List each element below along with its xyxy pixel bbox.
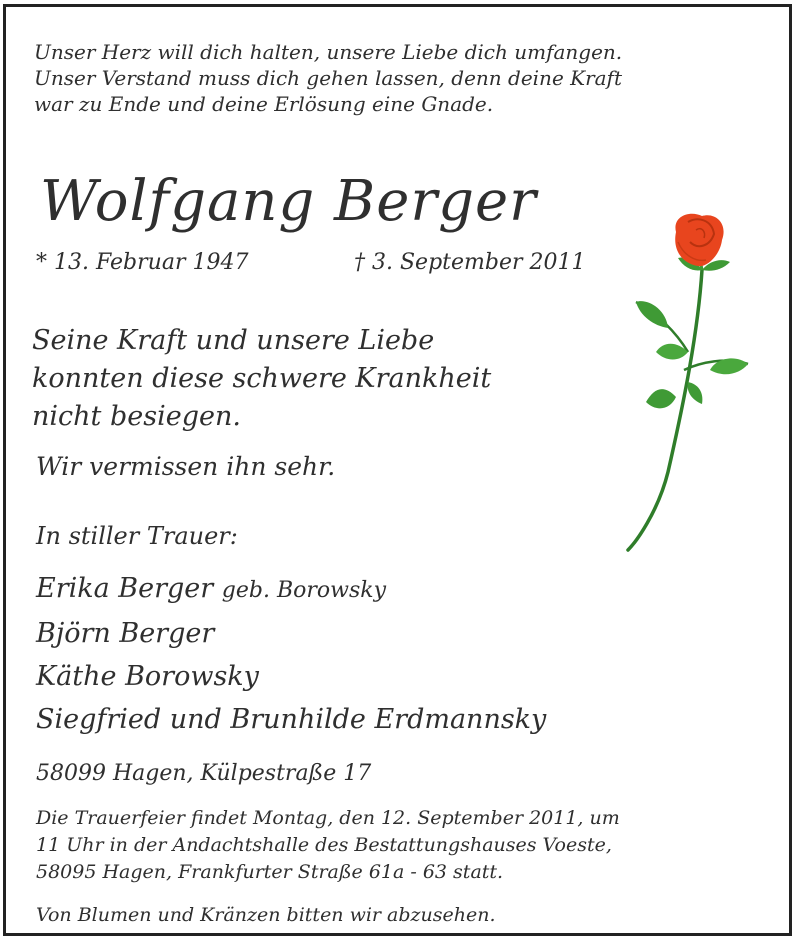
mourner-name: Siegfried und Brunhilde Erdmannsky	[36, 704, 547, 735]
obituary-frame	[3, 4, 792, 936]
funeral-line: 11 Uhr in der Andachtshalle des Bestattungshauses Voeste,	[36, 834, 612, 856]
life-dates	[36, 249, 586, 277]
mourners-list	[36, 567, 546, 741]
mourning-heading: In stiller Trauer:	[36, 522, 238, 550]
tribute-line: konnten diese schwere Krankheit	[32, 363, 492, 394]
birth-date: * 13. Februar 1947	[36, 250, 249, 275]
death-date: † 3. September 2011	[354, 250, 586, 275]
poem-line: Unser Verstand muss dich gehen lassen, denn deine Kraft	[34, 66, 622, 90]
mourner-name: Björn Berger	[36, 618, 215, 649]
funeral-line: 58095 Hagen, Frankfurter Straße 61a - 63 statt.	[36, 861, 504, 883]
funeral-line: Die Trauerfeier findet Montag, den 12. September 2011, um	[36, 807, 620, 829]
red-rose-icon	[606, 212, 766, 557]
poem-quote	[34, 39, 622, 117]
mourner-name: Käthe Borowsky	[36, 661, 259, 692]
family-address: 58099 Hagen, Külpestraße 17	[36, 761, 372, 786]
flowers-request: Von Blumen und Kränzen bitten wir abzusehen.	[36, 904, 496, 926]
mourner-given-name: Erika Berger	[36, 573, 214, 604]
funeral-notice	[36, 805, 620, 886]
deceased-name: Wolfgang Berger	[40, 169, 537, 234]
tribute-line: nicht besiegen.	[32, 401, 241, 432]
poem-line: war zu Ende und deine Erlösung eine Gnade.	[34, 92, 494, 116]
tribute-text	[32, 322, 491, 436]
miss-statement: Wir vermissen ihn sehr.	[36, 452, 336, 481]
mourner-name	[36, 567, 546, 612]
poem-line: Unser Herz will dich halten, unsere Liebe dich umfangen.	[34, 40, 623, 64]
tribute-line: Seine Kraft und unsere Liebe	[32, 325, 435, 356]
mourner-birth-name: geb. Borowsky	[221, 578, 387, 603]
